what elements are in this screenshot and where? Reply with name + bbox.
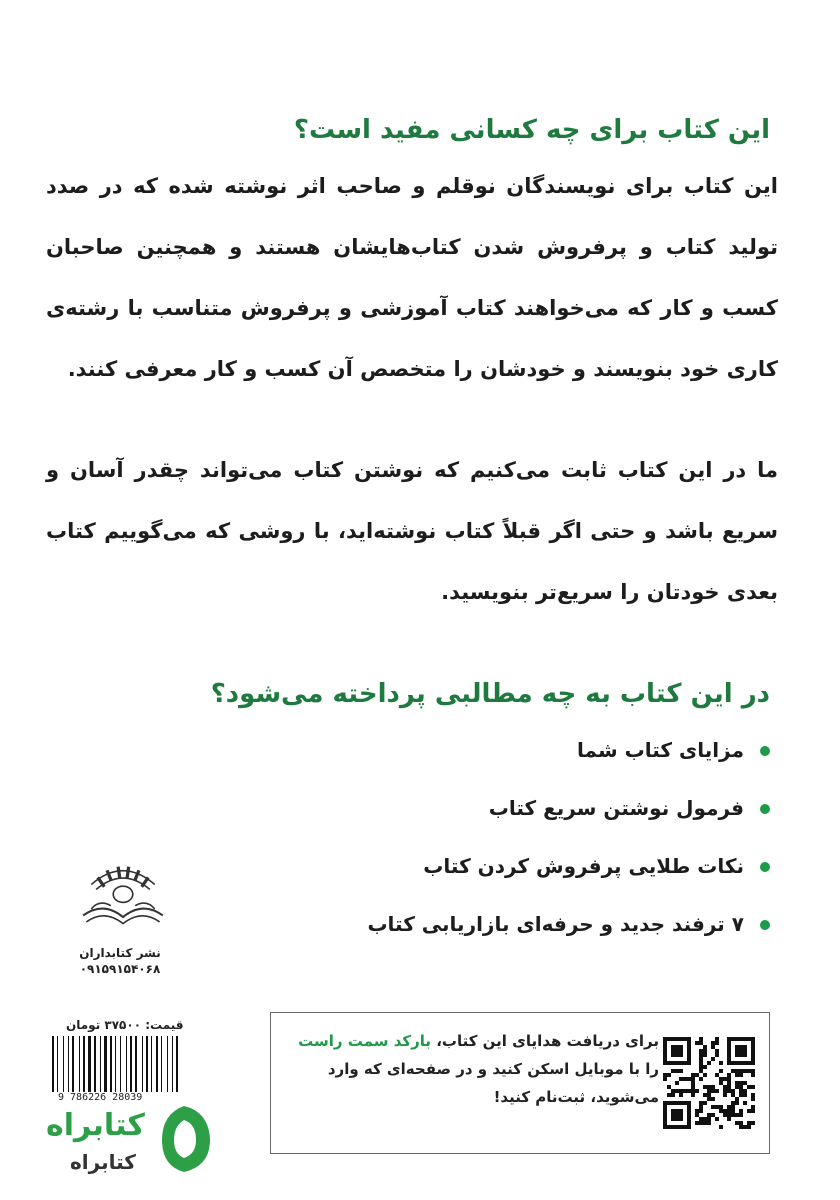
bullet-dot-icon (760, 920, 770, 930)
qr-highlight: بارکد سمت راست (298, 1032, 431, 1050)
section-title-audience: این کتاب برای چه کسانی مفید است؟ (293, 115, 770, 145)
brand-subtitle: کتابراه (70, 1150, 136, 1174)
bullet-dot-icon (760, 746, 770, 756)
paragraph-audience: این کتاب برای نویسندگان نوقلم و صاحب اثر نوشته شده که در صدد تولید کتاب و پرفروش شدن کتاب‌هایشان هستند و همچنین صاحبان کسب و کار که می‌خواهند کتاب آموزشی و پرفروش متناسب با رشته‌ی کاری خود بنویسند و خودشان را متخصص آن کسب و کار معرفی کنند. (46, 174, 778, 381)
brand-name: کتابراه (46, 1108, 145, 1143)
qr-instructions: برای دریافت هدایای این کتاب، بارکد سمت راست را با موبایل اسکن کنید و در صفحه‌ای که وارد می‌شوید، ثبت‌نام کنید! (298, 1032, 659, 1106)
bullet-dot-icon (760, 862, 770, 872)
list-item: نکات طلایی پرفروش کردن کتاب (367, 851, 770, 909)
publisher-info (62, 946, 178, 976)
bullet-dot-icon (760, 804, 770, 814)
section-title-contents: در این کتاب به چه مطالبی پرداخته می‌شود؟ (210, 679, 770, 709)
qr-info-box (270, 1012, 770, 1154)
price-label: قیمت: ۳۷۵۰۰ تومان (66, 1018, 184, 1032)
list-item: ۷ ترفند جدید و حرفه‌ای بازاریابی کتاب (367, 909, 770, 967)
list-item: فرمول نوشتن سریع کتاب (367, 793, 770, 851)
paragraph-promise: ما در این کتاب ثابت می‌کنیم که نوشتن کتاب می‌تواند چقدر آسان و سریع باشد و حتی اگر قبلاً کتاب نوشته‌اید، با روشی که می‌گوییم کتاب بعدی خودتان را سریع‌تر بنویسید. (46, 458, 778, 604)
publisher-name: نشر کتابداران (79, 946, 161, 960)
list-item: مزایای کتاب شما (367, 735, 770, 793)
barcode-number: 9 786226 28039 (58, 1092, 143, 1103)
contents-list (367, 735, 770, 967)
publisher-emblem-icon (64, 852, 182, 948)
qr-code-icon[interactable] (663, 1027, 755, 1139)
publisher-phone: ۰۹۱۵۹۱۵۴۰۶۸ (79, 962, 161, 976)
